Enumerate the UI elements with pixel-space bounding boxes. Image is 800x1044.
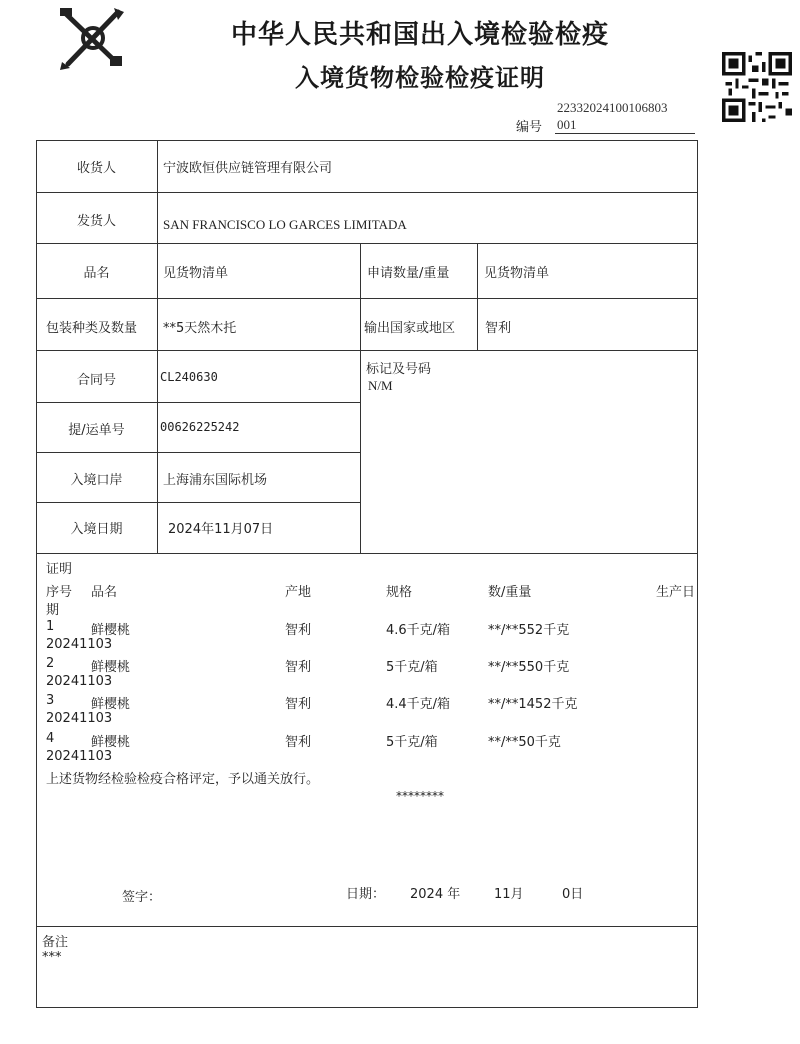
item-origin: 智利 bbox=[285, 660, 312, 675]
item-production-date: 20241103 bbox=[46, 711, 113, 726]
entry-port-value: 上海浦东国际机场 bbox=[163, 473, 268, 488]
product-label: 品名 bbox=[83, 266, 110, 281]
item-origin: 智利 bbox=[285, 697, 312, 712]
col-name-header: 品名 bbox=[91, 585, 118, 600]
item-name: 鲜樱桃 bbox=[91, 623, 131, 638]
item-qty: **/**552千克 bbox=[488, 623, 570, 638]
marks-value: N/M bbox=[368, 378, 393, 393]
package-label: 包装种类及数量 bbox=[46, 321, 138, 336]
col-origin-header: 产地 bbox=[285, 585, 312, 600]
item-spec: 4.6千克/箱 bbox=[386, 623, 451, 638]
certificate-title-line2: 入境货物检验检疫证明 bbox=[295, 64, 545, 92]
origin-value: 智利 bbox=[485, 321, 512, 336]
item-name: 鲜樱桃 bbox=[91, 697, 131, 712]
clearance-statement: 上述货物经检验检疫合格评定，予以通关放行。 bbox=[46, 772, 320, 787]
statement-end-marker: ******** bbox=[396, 789, 444, 803]
item-spec: 5千克/箱 bbox=[386, 735, 438, 750]
certificate-heading: 证明 bbox=[46, 562, 73, 577]
origin-label: 输出国家或地区 bbox=[364, 321, 456, 336]
entry-date-label: 入境日期 bbox=[70, 522, 123, 537]
item-spec: 4.4千克/箱 bbox=[386, 697, 451, 712]
issue-date-month: 11月 bbox=[494, 887, 524, 902]
entry-date-value: 2024年11月07日 bbox=[168, 522, 274, 537]
item-qty: **/**550千克 bbox=[488, 660, 570, 675]
col-spec-header: 规格 bbox=[386, 585, 413, 600]
item-origin: 智利 bbox=[285, 623, 312, 638]
col-proddate-header-cont: 期 bbox=[46, 603, 60, 618]
item-name: 鲜樱桃 bbox=[91, 660, 131, 675]
serial-number-line2: 001 bbox=[557, 117, 577, 132]
col-no-header: 序号 bbox=[46, 585, 73, 600]
consignee-value: 宁波欧恒供应链管理有限公司 bbox=[163, 161, 333, 176]
bill-of-lading-label: 提/运单号 bbox=[68, 423, 125, 438]
quantity-label: 申请数量/重量 bbox=[367, 266, 450, 281]
item-name: 鲜樱桃 bbox=[91, 735, 131, 750]
col-proddate-header: 生产日 bbox=[656, 585, 696, 600]
package-value: **5天然木托 bbox=[163, 321, 237, 336]
issue-date-day: 0日 bbox=[562, 887, 584, 902]
customs-emblem-icon bbox=[58, 6, 128, 70]
product-value: 见货物清单 bbox=[163, 266, 229, 281]
consignor-value: SAN FRANCISCO LO GARCES LIMITADA bbox=[163, 217, 407, 232]
contract-value: CL240630 bbox=[160, 370, 218, 384]
consignor-label: 发货人 bbox=[76, 214, 116, 229]
consignee-label: 收货人 bbox=[76, 161, 116, 176]
item-qty: **/**1452千克 bbox=[488, 697, 578, 712]
item-no: 3 bbox=[46, 693, 55, 708]
item-production-date: 20241103 bbox=[46, 674, 113, 689]
col-qty-header: 数/重量 bbox=[488, 585, 532, 600]
item-spec: 5千克/箱 bbox=[386, 660, 438, 675]
item-production-date: 20241103 bbox=[46, 637, 113, 652]
item-no: 1 bbox=[46, 619, 55, 634]
serial-number-line1: 22332024100106803 bbox=[557, 100, 668, 115]
remarks-label: 备注 bbox=[42, 935, 69, 950]
item-no: 4 bbox=[46, 731, 55, 746]
quantity-value: 见货物清单 bbox=[484, 266, 550, 281]
qr-code-icon bbox=[722, 52, 792, 122]
item-production-date: 20241103 bbox=[46, 749, 113, 764]
signature-label: 签字： bbox=[122, 890, 162, 905]
entry-port-label: 入境口岸 bbox=[70, 473, 123, 488]
remarks-value: *** bbox=[42, 950, 62, 965]
item-qty: **/**50千克 bbox=[488, 735, 561, 750]
issue-date-year: 2024 年 bbox=[410, 887, 461, 902]
contract-label: 合同号 bbox=[76, 373, 116, 388]
marks-label: 标记及号码 bbox=[366, 362, 432, 377]
certificate-title-line1: 中华人民共和国出入境检验检疫 bbox=[230, 20, 609, 50]
item-origin: 智利 bbox=[285, 735, 312, 750]
item-no: 2 bbox=[46, 656, 55, 671]
bill-of-lading-value: 00626225242 bbox=[160, 420, 240, 434]
issue-date-label: 日期： bbox=[346, 887, 386, 902]
serial-label: 编号 bbox=[516, 120, 543, 135]
